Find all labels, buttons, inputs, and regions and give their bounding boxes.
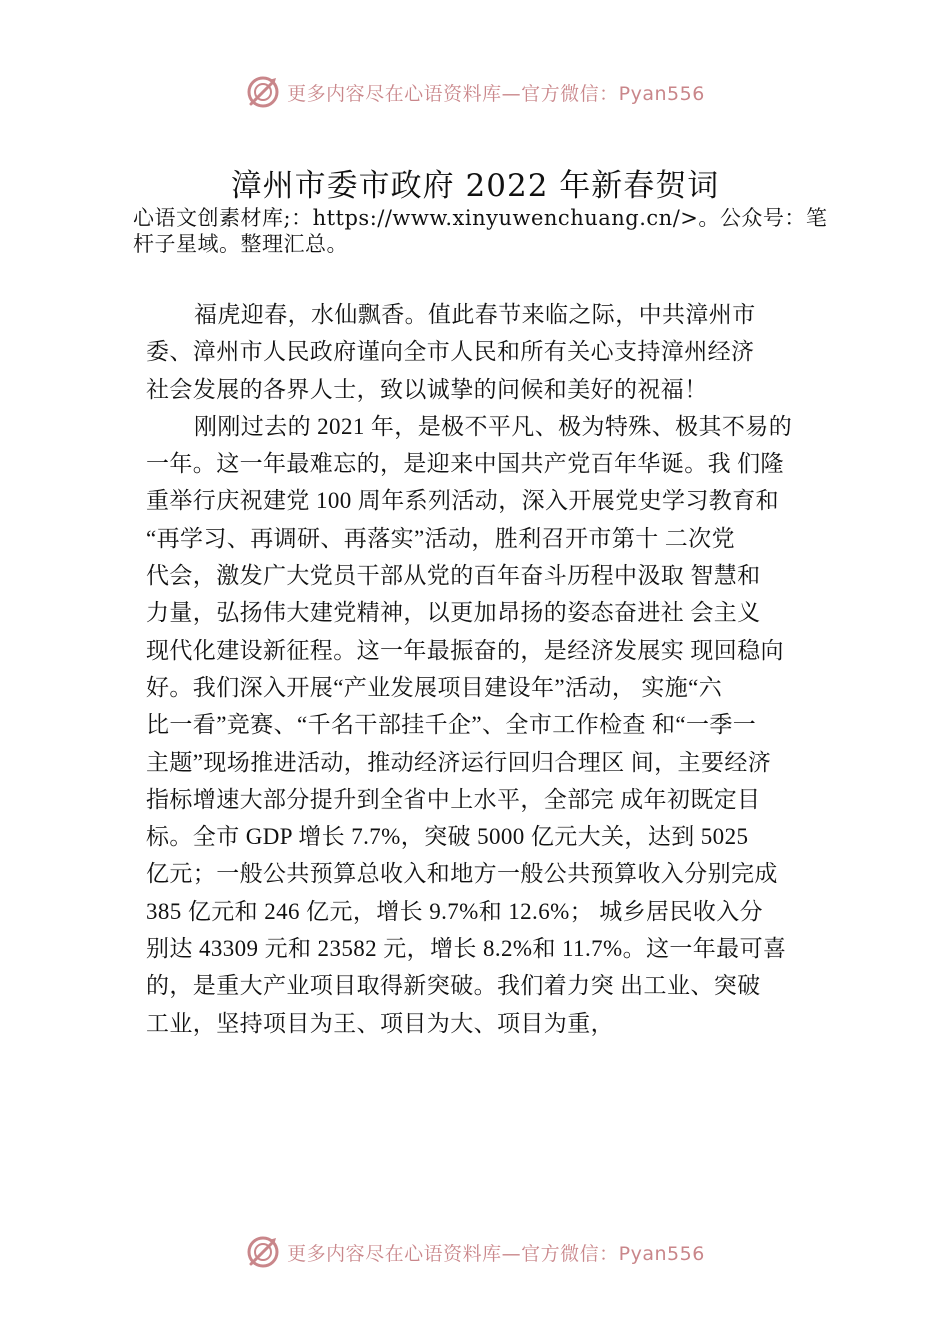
document-title: 漳州市委市政府 2022 年新春贺词 — [230, 168, 720, 204]
watermark-text: 更多内容尽在心语资料库—官方微信：Pyan556 — [287, 1242, 705, 1265]
body-line: 福虎迎春，水仙飘香。值此春节来临之际，中共漳州市 — [194, 302, 756, 327]
body-line: 重举行庆祝建党 100 周年系列活动，深入开展党史学习教育和 — [146, 488, 779, 514]
watermark-text: 更多内容尽在心语资料库—官方微信：Pyan556 — [287, 82, 705, 105]
body-line: 好。我们深入开展“产业发展项目建设年”活动， 实施“六 — [146, 674, 723, 700]
body-line: 刚刚过去的 2021 年，是极不平凡、极为特殊、极其不易的 — [194, 413, 793, 439]
circle-stamp-logo-icon — [245, 1234, 281, 1270]
body-line: 代会，激发广大党员干部从党的百年奋斗历程中汲取 智慧和 — [146, 563, 761, 589]
circle-stamp-logo-icon — [245, 74, 281, 110]
body-line: 现代化建设新征程。这一年最振奋的，是经济发展实 现回稳向 — [146, 637, 784, 663]
body-line: 主题”现场推进活动，推动经济运行回归合理区 间，主要经济 — [146, 749, 772, 775]
body-line: 社会发展的各界人士，致以诚挚的问候和美好的祝福！ — [146, 376, 708, 402]
body-line: 比一看”竞赛、“千名干部挂千企”、全市工作检查 和“一季一 — [146, 712, 757, 738]
footer-watermark — [0, 1232, 950, 1272]
body-line: 亿元；一般公共预算总收入和地方一般公共预算收入分别完成 — [146, 861, 778, 887]
body-line: 一年。这一年最难忘的，是迎来中国共产党百年华诞。我 们隆 — [146, 451, 784, 477]
body-line: 工业，坚持项目为王、项目为大、项目为重， — [146, 1010, 614, 1036]
body-line: 力量，弘扬伟大建党精神，以更加昂扬的姿态奋进社 会主义 — [146, 600, 761, 626]
body-line: 385 亿元和 246 亿元，增长 9.7%和 12.6%； 城乡居民收入分 — [146, 898, 764, 924]
body-line: “再学习、再调研、再落实”活动，胜利召开市第十 二次党 — [146, 525, 735, 551]
body-line: 别达 43309 元和 23582 元，增长 8.2%和 11.7%。这一年最可喜 — [146, 936, 787, 962]
source-note: 心语文创素材库;：https://www.xinyuwenchuang.cn/>。公众号：笔杆子星域。整理汇总。 — [133, 206, 828, 256]
body-line: 委、漳州市人民政府谨向全市人民和所有关心支持漳州经济 — [146, 339, 755, 365]
header-watermark — [0, 72, 950, 112]
body-line: 标。全市 GDP 增长 7.7%，突破 5000 亿元大关，达到 5025 — [146, 824, 749, 850]
body-line: 的，是重大产业项目取得新突破。我们着力突 出工业、突破 — [146, 973, 761, 999]
body-line: 指标增速大部分提升到全省中上水平，全部完 成年初既定目 — [146, 786, 761, 812]
body-text — [146, 296, 836, 1042]
